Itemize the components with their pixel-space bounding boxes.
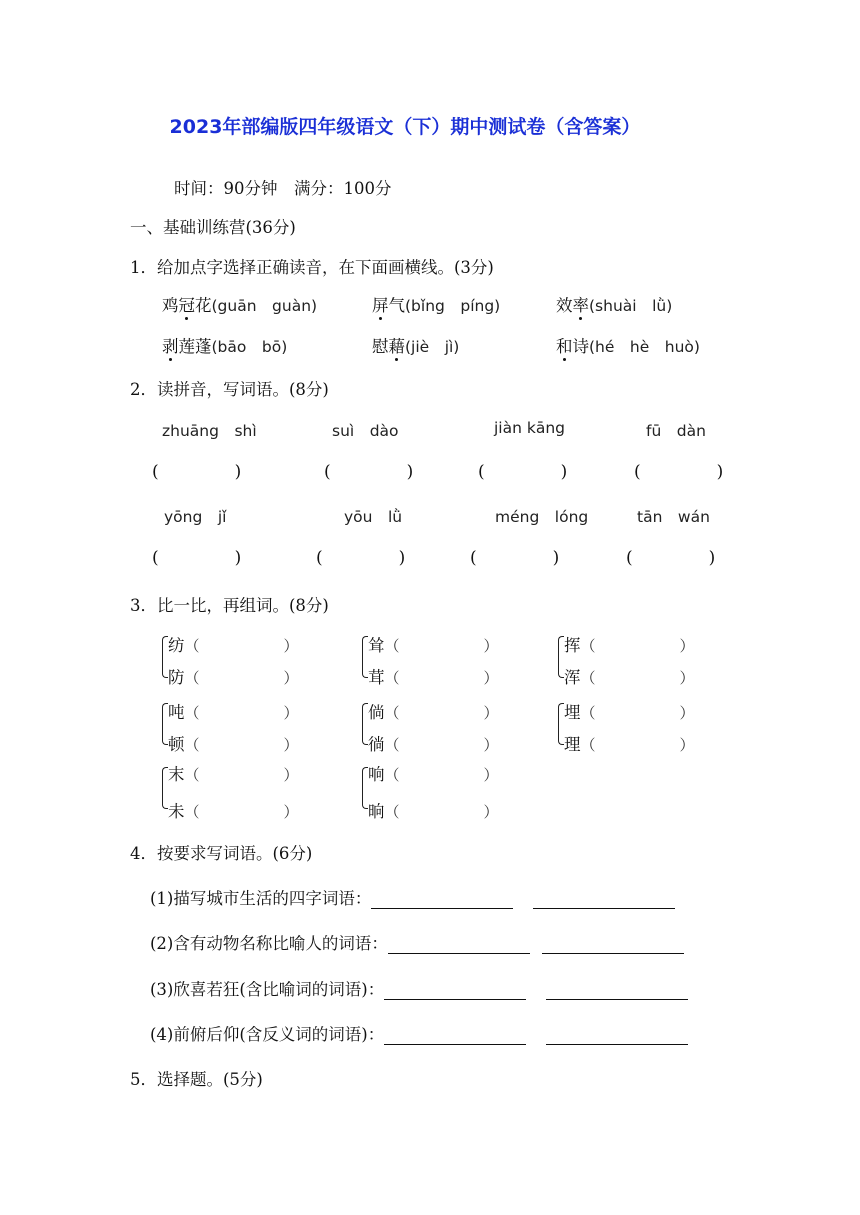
q3-pair-4-a: 吨（ ） (168, 703, 299, 722)
q2-answer-box-7[interactable]: ( ) (470, 548, 560, 568)
q3-pair-1-b: 防（ ） (168, 668, 299, 687)
q2-answer-box-4[interactable]: ( ) (634, 462, 724, 482)
q1-item-6: 和诗(hé hè huò) (556, 337, 700, 356)
q4-item-2: (2)含有动物名称比喻人的词语： (150, 930, 684, 954)
q4-item-3: (3)欣喜若狂(含比喻词的词语)： (150, 976, 688, 1000)
answer-line[interactable] (546, 1026, 688, 1045)
q2-answer-box-8[interactable]: ( ) (626, 548, 716, 568)
q3-pair-5-a: 倘（ ） (368, 703, 499, 722)
q3-pair-1-a: 纺（ ） (168, 636, 299, 655)
q2-pinyin-3: jiàn kāng (494, 419, 565, 437)
answer-line[interactable] (384, 981, 526, 1000)
q2-pinyin-6: yōu lǜ (344, 508, 403, 526)
q2-answer-box-1[interactable]: ( ) (152, 462, 242, 482)
answer-line[interactable] (542, 935, 684, 954)
answer-line[interactable] (388, 935, 530, 954)
q3-pair-8-b: 晌（ ） (368, 802, 499, 821)
page-title: 2023年部编版四年级语文（下）期中测试卷（含答案） (169, 116, 641, 138)
q2-label: 2．读拼音，写词语。(8分) (130, 380, 329, 399)
q3-label: 3．比一比，再组词。(8分) (130, 596, 329, 615)
q1-label: 1．给加点字选择正确读音，在下面画横线。(3分) (130, 258, 494, 277)
q2-answer-box-2[interactable]: ( ) (324, 462, 414, 482)
q2-pinyin-7: méng lóng (495, 508, 589, 526)
answer-line[interactable] (371, 890, 513, 909)
answer-line[interactable] (546, 981, 688, 1000)
q4-item-1: (1)描写城市生活的四字词语： (150, 885, 675, 909)
q3-pair-3-b: 浑（ ） (564, 668, 695, 687)
q3-pair-7-a: 末（ ） (168, 765, 299, 784)
q2-pinyin-5: yōng jǐ (164, 508, 227, 526)
q1-item-3: 效率(shuài lǜ) (556, 296, 673, 315)
q5-label: 5．选择题。(5分) (130, 1070, 263, 1089)
q2-answer-box-5[interactable]: ( ) (152, 548, 242, 568)
q2-pinyin-4: fū dàn (646, 422, 706, 440)
q1-item-1: 鸡冠花(guān guàn) (162, 296, 318, 315)
q3-pair-5-b: 徜（ ） (368, 735, 499, 754)
q2-pinyin-8: tān wán (637, 508, 710, 526)
q3-pair-8-a: 响（ ） (368, 765, 499, 784)
answer-line[interactable] (384, 1026, 526, 1045)
q3-pair-7-b: 未（ ） (168, 802, 299, 821)
answer-line[interactable] (533, 890, 675, 909)
q3-pair-3-a: 挥（ ） (564, 636, 695, 655)
q1-item-5: 慰藉(jiè jì) (372, 337, 460, 356)
q1-item-2: 屏气(bǐng píng) (372, 296, 501, 315)
q2-pinyin-2: suì dào (332, 422, 399, 440)
section-1-heading: 一、基础训练营(36分) (130, 218, 296, 237)
q4-item-4: (4)前俯后仰(含反义词的词语)： (150, 1021, 688, 1045)
q2-answer-box-6[interactable]: ( ) (316, 548, 406, 568)
q3-pair-6-a: 埋（ ） (564, 703, 695, 722)
q2-answer-box-3[interactable]: ( ) (478, 462, 568, 482)
q4-label: 4．按要求写词语。(6分) (130, 844, 313, 863)
q3-pair-2-a: 耸（ ） (368, 636, 499, 655)
q3-pair-6-b: 理（ ） (564, 735, 695, 754)
q3-pair-2-b: 茸（ ） (368, 668, 499, 687)
q2-pinyin-1: zhuāng shì (162, 422, 257, 440)
q1-item-4: 剥莲蓬(bāo bō) (162, 337, 288, 356)
q3-pair-4-b: 顿（ ） (168, 735, 299, 754)
exam-meta: 时间：90分钟 满分：100分 (174, 179, 392, 198)
